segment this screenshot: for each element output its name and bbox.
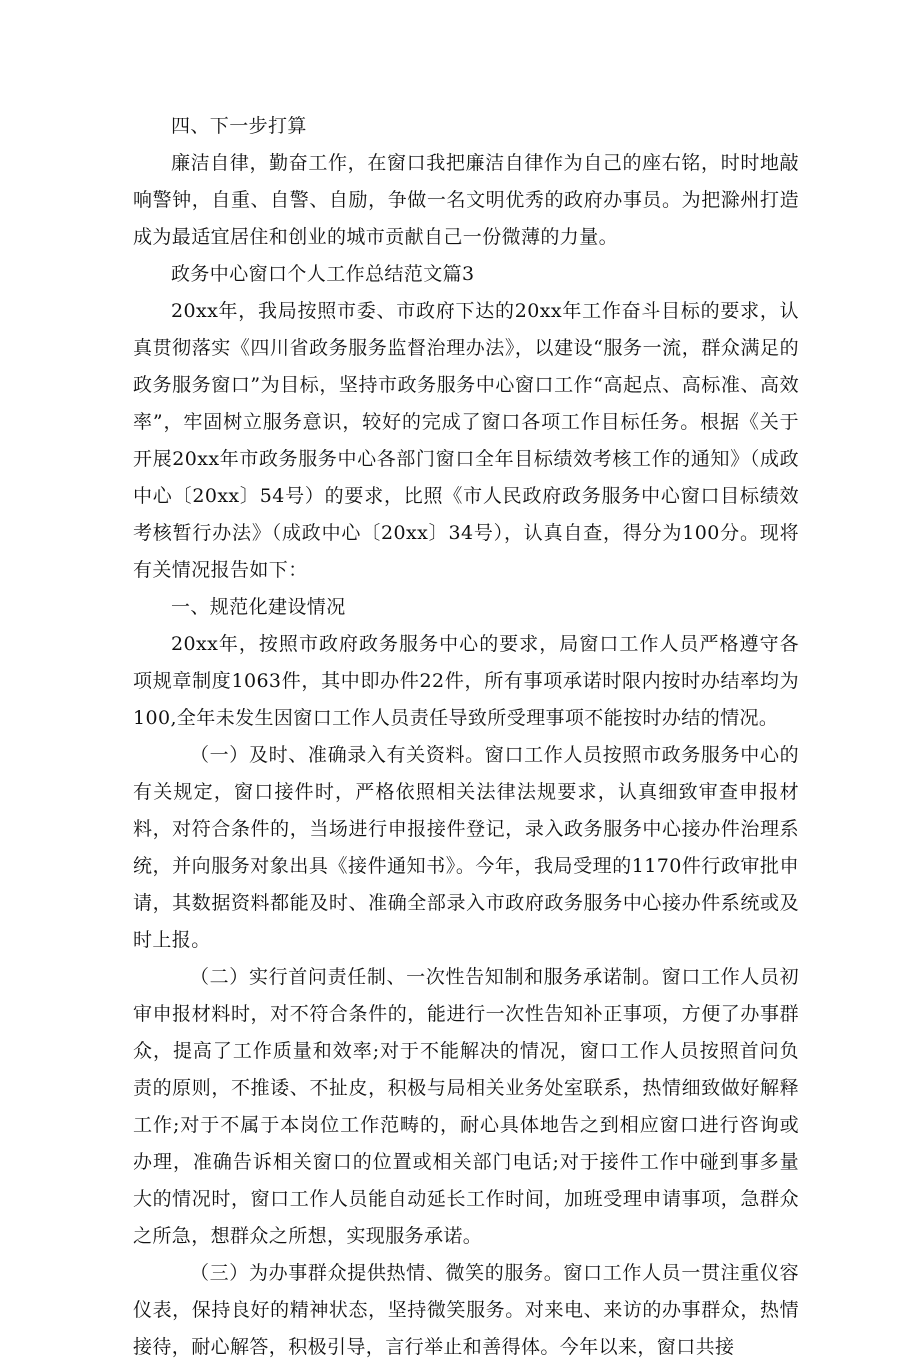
paragraph-item-2: （二）实行首问责任制、一次性告知制和服务承诺制。窗口工作人员初审申报材料时，对不符合条件的，能进行一次性告知补正事项，方便了办事群众，提高了工作质量和效率;对于不能解决的情况，窗口工作人员按照首问负责的原则，不推诿、不扯皮，积极与局相关业务处室联系，热情细致做好解释工作;对于不属于本岗位工作范畴的，耐心具体地告之到相应窗口进行咨询或办理，准确告诉相关窗口的位置或相关部门电话;对于接件工作中碰到事多量大的情况时，窗口工作人员能自动延长工作时间，加班受理申请事项，急群众之所急，想群众之所想，实现服务承诺。 bbox=[133, 966, 799, 1247]
paragraph-standardization: 20xx年，按照市政府政务服务中心的要求，局窗口工作人员严格遵守各项规章制度1063件，其中即办件22件，所有事项承诺时限内按时办结率均为100,全年未发生因窗口工作人员责任导致所受理事项不能按时办结的情况。 bbox=[133, 633, 799, 729]
paragraph-integrity: 廉洁自律，勤奋工作，在窗口我把廉洁自律作为自己的座右铭，时时地敲响警钟，自重、自警、自励，争做一名文明优秀的政府办事员。为把滁州打造成为最适宜居住和创业的城市贡献自己一份微薄的力量。 bbox=[133, 152, 799, 248]
paragraph-item-3: （三）为办事群众提供热情、微笑的服务。窗口工作人员一贯注重仪容仪表，保持良好的精神状态，坚持微笑服务。对来电、来访的办事群众，热情接待，耐心解答，积极引导，言行举止和善得体。今年以来，窗口共接 bbox=[133, 1262, 799, 1358]
section-heading-standardization: 一、规范化建设情况 bbox=[171, 596, 346, 618]
document-body bbox=[133, 108, 799, 1366]
paragraph-item-1: （一）及时、准确录入有关资料。窗口工作人员按照市政务服务中心的有关规定，窗口接件时，严格依照相关法律法规要求，认真细致审查申报材料，对符合条件的，当场进行申报接件登记，录入政务服务中心接办件治理系统，并向服务对象出具《接件通知书》。今年，我局受理的1170件行政审批申请，其数据资料都能及时、准确全部录入市政府政务服务中心接办件系统或及时上报。 bbox=[133, 744, 799, 951]
article-title: 政务中心窗口个人工作总结范文篇3 bbox=[171, 263, 475, 285]
paragraph-intro: 20xx年，我局按照市委、市政府下达的20xx年工作奋斗目标的要求，认真贯彻落实《四川省政务服务监督治理办法》，以建设“服务一流，群众满足的政务服务窗口”为目标，坚持市政务服务中心窗口工作“高起点、高标准、高效率”，牢固树立服务意识，较好的完成了窗口各项工作目标任务。根据《关于开展20xx年市政务服务中心各部门窗口全年目标绩效考核工作的通知》（成政中心〔20xx〕54号）的要求，比照《市人民政府政务服务中心窗口目标绩效考核暂行办法》（成政中心〔20xx〕34号），认真自查，得分为100分。现将有关情况报告如下： bbox=[133, 300, 799, 581]
section-heading-next-steps: 四、下一步打算 bbox=[171, 115, 307, 137]
